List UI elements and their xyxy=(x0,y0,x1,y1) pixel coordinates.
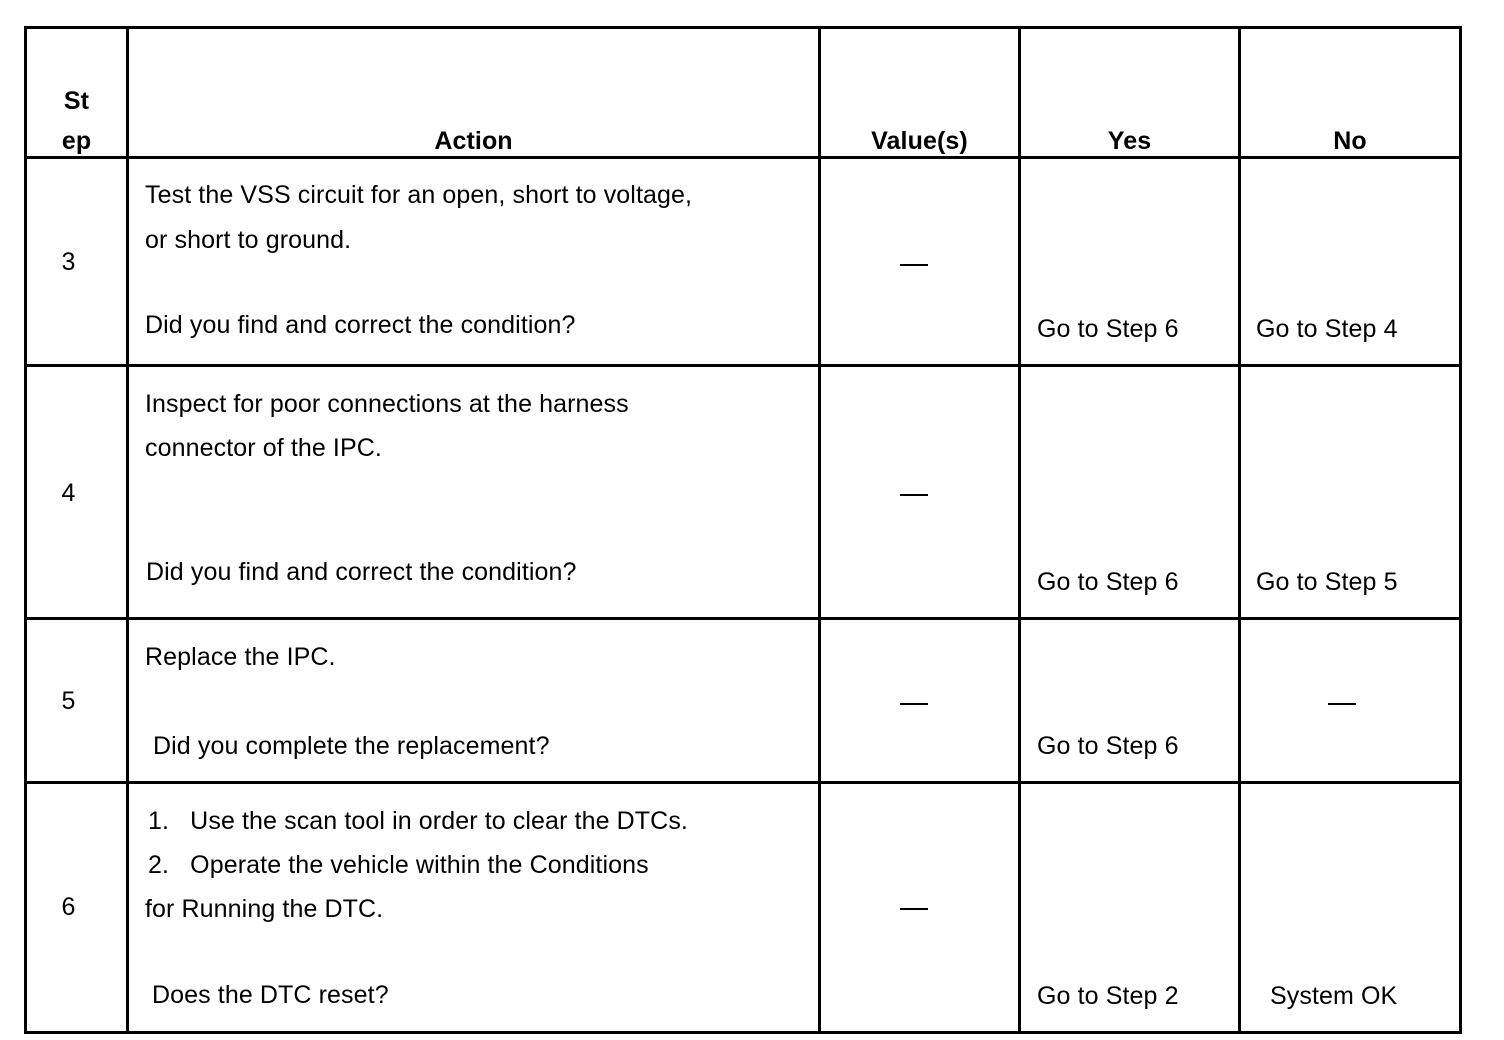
action-text: 2. Operate the vehicle within the Conditions xyxy=(148,851,649,879)
action-question: Does the DTC reset? xyxy=(152,981,389,1009)
action-question: Did you find and correct the condition? xyxy=(146,558,577,586)
row-divider xyxy=(24,617,1462,620)
yes-result: Go to Step 6 xyxy=(1037,315,1179,343)
value-dash xyxy=(900,494,928,496)
yes-result: Go to Step 2 xyxy=(1037,982,1179,1010)
yes-result: Go to Step 6 xyxy=(1037,732,1179,760)
action-question: Did you find and correct the condition? xyxy=(145,311,576,339)
no-result: Go to Step 5 xyxy=(1256,568,1398,596)
value-dash xyxy=(900,703,928,705)
action-text: Inspect for poor connections at the harness xyxy=(145,390,629,418)
action-text: or short to ground. xyxy=(145,226,352,254)
column-divider xyxy=(1238,26,1241,1034)
step-number: 5 xyxy=(61,687,76,715)
action-text: connector of the IPC. xyxy=(145,434,382,462)
action-text: Replace the IPC. xyxy=(145,643,336,671)
action-text: Test the VSS circuit for an open, short to voltage, xyxy=(145,181,693,209)
table-border-right xyxy=(1459,26,1462,1034)
step-number: 4 xyxy=(61,479,76,507)
step-number: 3 xyxy=(61,248,76,276)
table-border-top xyxy=(24,26,1462,29)
header-no: No xyxy=(1333,127,1367,155)
header-step-line2: ep xyxy=(61,127,92,155)
action-question: Did you complete the replacement? xyxy=(153,732,550,760)
row-divider xyxy=(24,364,1462,367)
step-number: 6 xyxy=(61,893,76,921)
column-divider xyxy=(126,26,129,1034)
column-divider xyxy=(1018,26,1021,1034)
column-divider xyxy=(818,26,821,1034)
header-divider xyxy=(24,156,1462,159)
action-text: for Running the DTC. xyxy=(145,895,384,923)
header-values: Value(s) xyxy=(871,127,968,155)
header-action: Action xyxy=(434,127,513,155)
row-divider xyxy=(24,781,1462,784)
header-yes: Yes xyxy=(1107,127,1152,155)
table-border-left xyxy=(24,26,27,1034)
header-step-line1: St xyxy=(63,87,90,115)
no-result: Go to Step 4 xyxy=(1256,315,1398,343)
value-dash xyxy=(900,908,928,910)
yes-result: Go to Step 6 xyxy=(1037,568,1179,596)
no-dash xyxy=(1328,703,1356,705)
diagnostic-table xyxy=(24,26,1462,1034)
table-border-bottom xyxy=(24,1031,1462,1034)
no-result: System OK xyxy=(1270,982,1398,1010)
value-dash xyxy=(900,264,928,266)
action-text: 1. Use the scan tool in order to clear the DTCs. xyxy=(148,807,688,835)
